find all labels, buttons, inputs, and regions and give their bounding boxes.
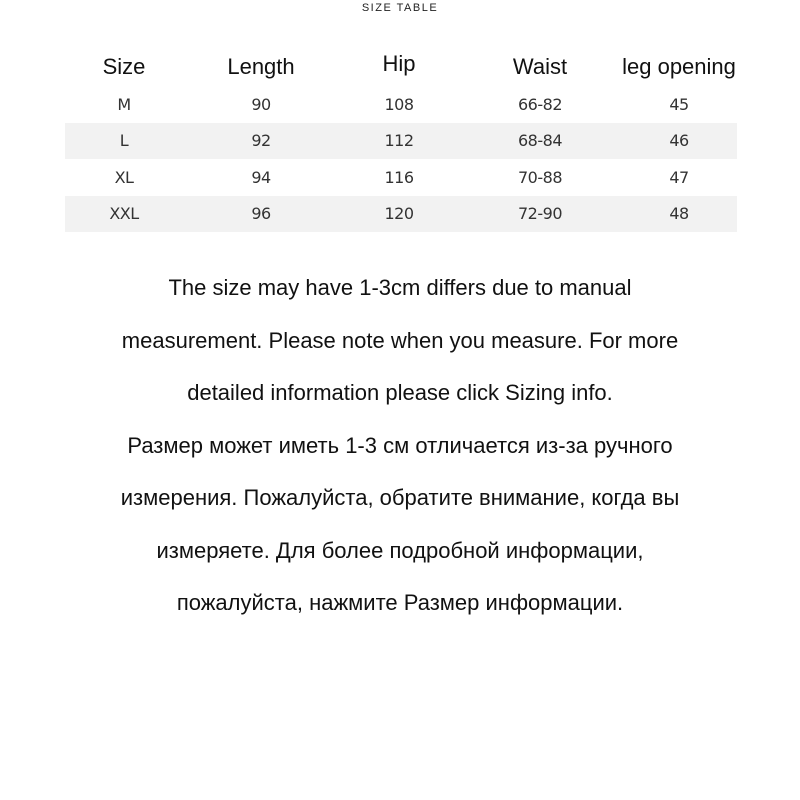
cell-leg-opening: 48 [669, 204, 689, 224]
cell-size: M [117, 94, 131, 114]
note-line-en-3: detailed information please click Sizing info. [187, 380, 613, 405]
cell-size: L [119, 131, 129, 151]
table-row [65, 196, 737, 233]
cell-length: 94 [251, 167, 271, 187]
cell-leg-opening: 45 [669, 94, 689, 114]
cell-length: 92 [251, 131, 271, 151]
cell-hip: 108 [384, 94, 414, 114]
cell-length: 96 [251, 204, 271, 224]
note-line-ru-3: измеряете. Для более подробной информации, [156, 537, 644, 563]
note-line-en-1: The size may have 1-3cm differs due to manual [168, 275, 632, 300]
cell-leg-opening: 47 [669, 167, 689, 187]
header-waist: Waist [512, 54, 568, 79]
cell-size: XL [114, 167, 134, 187]
cell-length: 90 [251, 94, 271, 114]
header-size: Size [102, 54, 146, 79]
note-line-ru-1: Размер может иметь 1-3 см отличается из-за ручного [127, 432, 673, 458]
cell-waist: 66-82 [518, 94, 562, 114]
cell-hip: 120 [384, 204, 414, 224]
note-line-ru-4: пожалуйста, нажмите Размер информации. [176, 590, 624, 615]
cell-hip: 116 [384, 167, 414, 187]
size-table-title: SIZE TABLE [361, 2, 439, 14]
table-header-row [65, 48, 737, 86]
table-row [65, 159, 737, 196]
table-row [65, 86, 737, 123]
note-line-ru-2: измерения. Пожалуйста, обратите внимание, когда вы [120, 485, 680, 510]
header-leg-opening: leg opening [622, 54, 736, 79]
cell-waist: 70-88 [518, 167, 562, 187]
size-notes [0, 262, 800, 630]
size-table [65, 48, 737, 232]
cell-leg-opening: 46 [669, 131, 689, 151]
cell-size: XXL [109, 204, 139, 224]
header-hip: Hip [382, 51, 416, 76]
table-row [65, 123, 737, 160]
cell-waist: 68-84 [518, 131, 562, 151]
note-line-en-2: measurement. Please note when you measure. For more [121, 327, 679, 353]
header-length: Length [227, 54, 295, 79]
cell-waist: 72-90 [518, 204, 562, 224]
cell-hip: 112 [384, 131, 414, 151]
